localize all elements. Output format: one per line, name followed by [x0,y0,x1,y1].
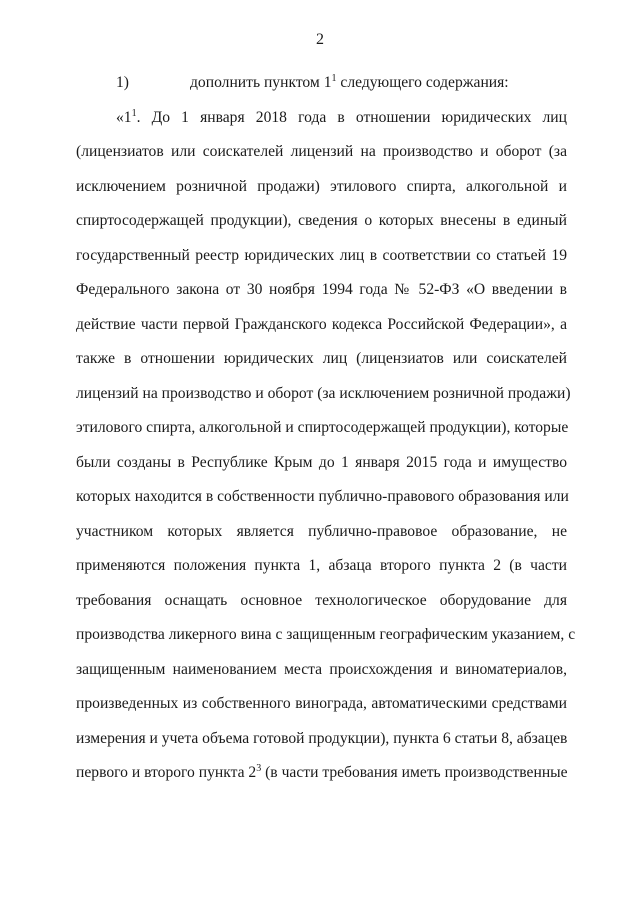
paragraph-line-12: которых находится в собственности публично-правового образования или [76,488,569,505]
paragraph-line-2: (лицензиатов или соискателей лицензий на производство и оборот (за [76,143,567,160]
paragraph-line-16: производства ликерного вина с защищенным географическим указанием, с [76,626,576,643]
paragraph-line-20 [76,756,567,791]
document-body [76,66,576,791]
paragraph-line-11: были созданы в Республике Крым до 1 января 2015 года и имущество [76,453,567,471]
paragraph-line-4: спиртосодержащей продукции), сведения о которых внесены в единый [76,212,567,229]
paragraph-line-13: участником которых является публично-правовое образование, не [76,522,567,540]
paragraph-line-18: произведенных из собственного винограда, автоматическими средствами [76,695,567,712]
paragraph-point-superscript: 1 [131,107,137,119]
paragraph-line-1-text: . До 1 января 2018 года в отношении юридических лиц [136,108,567,126]
paragraph-point-label: «1 [116,108,132,126]
list-item-text-tail: следующего содержания: [336,74,509,91]
paragraph-line-1 [76,101,567,136]
list-item-superscript: 1 [331,73,337,84]
list-item-heading [76,66,567,101]
paragraph-line-17: защищенным наименованием места происхождения и виноматериалов, [76,660,567,678]
paragraph-line-20-text: первого и второго пункта 2 [76,764,257,781]
paragraph-line-15: требования оснащать основное технологическое оборудование для [76,591,567,609]
paragraph-line-20-tail: (в части требования иметь производственные [261,764,568,781]
paragraph-line-20-superscript: 3 [256,763,262,774]
paragraph-line-3: исключением розничной продажи) этилового спирта, алкогольной и [76,177,567,195]
list-item-text: дополнить пунктом 1 [190,74,332,91]
paragraph-line-6: Федерального закона от 30 ноября 1994 года № 52-ФЗ «О введении в [76,281,567,298]
paragraph-line-7: действие части первой Гражданского кодекса Российской Федерации», а [76,315,567,333]
page-number: 2 [316,31,324,48]
list-item-number: 1) [116,74,129,91]
paragraph-line-10: этилового спирта, алкогольной и спиртосодержащей продукции), которые [76,419,569,436]
paragraph-line-9: лицензий на производство и оборот (за исключением розничной продажи) [76,384,571,402]
paragraph-line-8: также в отношении юридических лиц (лицензиатов или соискателей [76,350,567,367]
paragraph-line-14: применяются положения пункта 1, абзаца второго пункта 2 (в части [76,557,567,574]
paragraph-line-5: государственный реестр юридических лиц в соответствии со статьей 19 [76,246,567,264]
paragraph-line-19: измерения и учета объема готовой продукции), пункта 6 статьи 8, абзацев [76,729,568,747]
